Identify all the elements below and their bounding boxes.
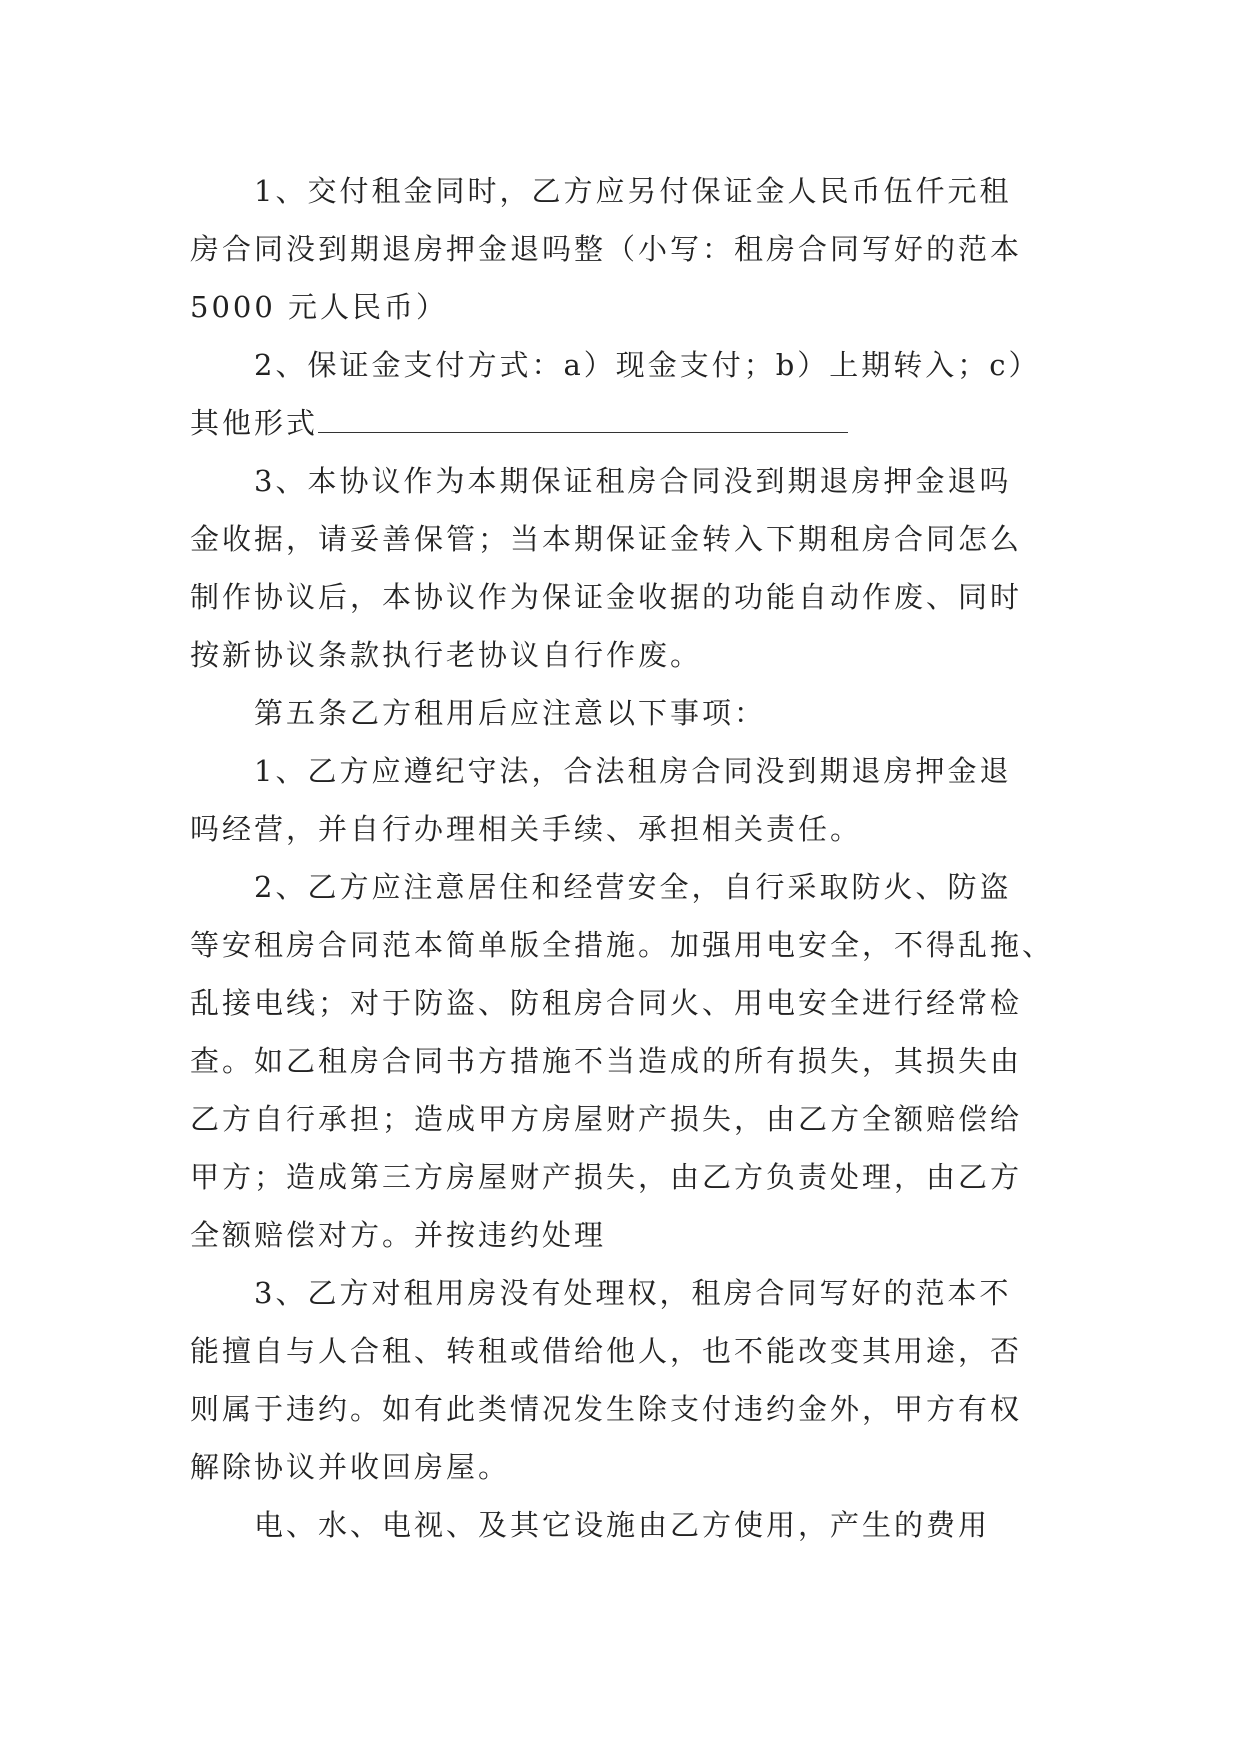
document-body [190, 162, 1055, 1554]
text-line: 甲方；造成第三方房屋财产损失，由乙方负责处理，由乙方 [190, 1160, 1023, 1194]
text-line: 1、乙方应遵纪守法，合法租房合同没到期退房押金退 [254, 754, 1012, 788]
text-line: 乙方自行承担；造成甲方房屋财产损失，由乙方全额赔偿给 [190, 1102, 1023, 1136]
paragraph-no-disposal-right [190, 1264, 1050, 1496]
other-form-label: 其他形式 [190, 406, 319, 440]
text-line: 解除协议并收回房屋。 [190, 1450, 511, 1484]
text-line: 1、交付租金同时，乙方应另付保证金人民币伍仟元租 [254, 174, 1012, 208]
fill-in-blank [318, 406, 848, 433]
text-line: 能擅自与人合租、转租或借给他人，也不能改变其用途，否 [190, 1334, 1023, 1368]
text-line: 按新协议条款执行老协议自行作废。 [190, 638, 703, 672]
text-line: 第五条乙方租用后应注意以下事项： [254, 696, 767, 730]
paragraph-deposit-amount [190, 162, 1050, 336]
text-line: 5000 元人民币） [190, 290, 449, 324]
text-line: 3、乙方对租用房没有处理权，租房合同写好的范本不 [254, 1276, 1012, 1310]
text-line: 等安租房合同范本简单版全措施。加强用电安全，不得乱拖、 [190, 928, 1055, 962]
text-line: 则属于违约。如有此类情况发生除支付违约金外，甲方有权 [190, 1392, 1023, 1426]
text-line: 乱接电线；对于防盗、防租房合同火、用电安全进行经常检 [190, 986, 1023, 1020]
text-line: 金收据，请妥善保管；当本期保证金转入下期租房合同怎么 [190, 522, 1023, 556]
text-line: 2、乙方应注意居住和经营安全，自行采取防火、防盗 [254, 870, 1012, 904]
paragraph-utilities [190, 1496, 1050, 1554]
text-line: 制作协议后，本协议作为保证金收据的功能自动作废、同时 [190, 580, 1023, 614]
text-line: 吗经营，并自行办理相关手续、承担相关责任。 [190, 812, 863, 846]
text-line: 房合同没到期退房押金退吗整（小写：租房合同写好的范本 [190, 232, 1023, 266]
paragraph-deposit-payment-method [190, 336, 1050, 452]
text-line: 3、本协议作为本期保证租房合同没到期退房押金退吗 [254, 464, 1012, 498]
paragraph-law-compliance [190, 742, 1050, 858]
text-line: 查。如乙租房合同书方措施不当造成的所有损失，其损失由 [190, 1044, 1023, 1078]
text-line: 2、保证金支付方式：a）现金支付；b）上期转入；c） [254, 348, 1041, 382]
text-line: 全额赔偿对方。并按违约处理 [190, 1218, 607, 1252]
paragraph-safety [190, 858, 1055, 1264]
text-line: 电、水、电视、及其它设施由乙方使用，产生的费用 [254, 1508, 991, 1542]
text-line [190, 394, 1050, 452]
article-five-heading [190, 684, 1050, 742]
paragraph-deposit-receipt [190, 452, 1050, 684]
